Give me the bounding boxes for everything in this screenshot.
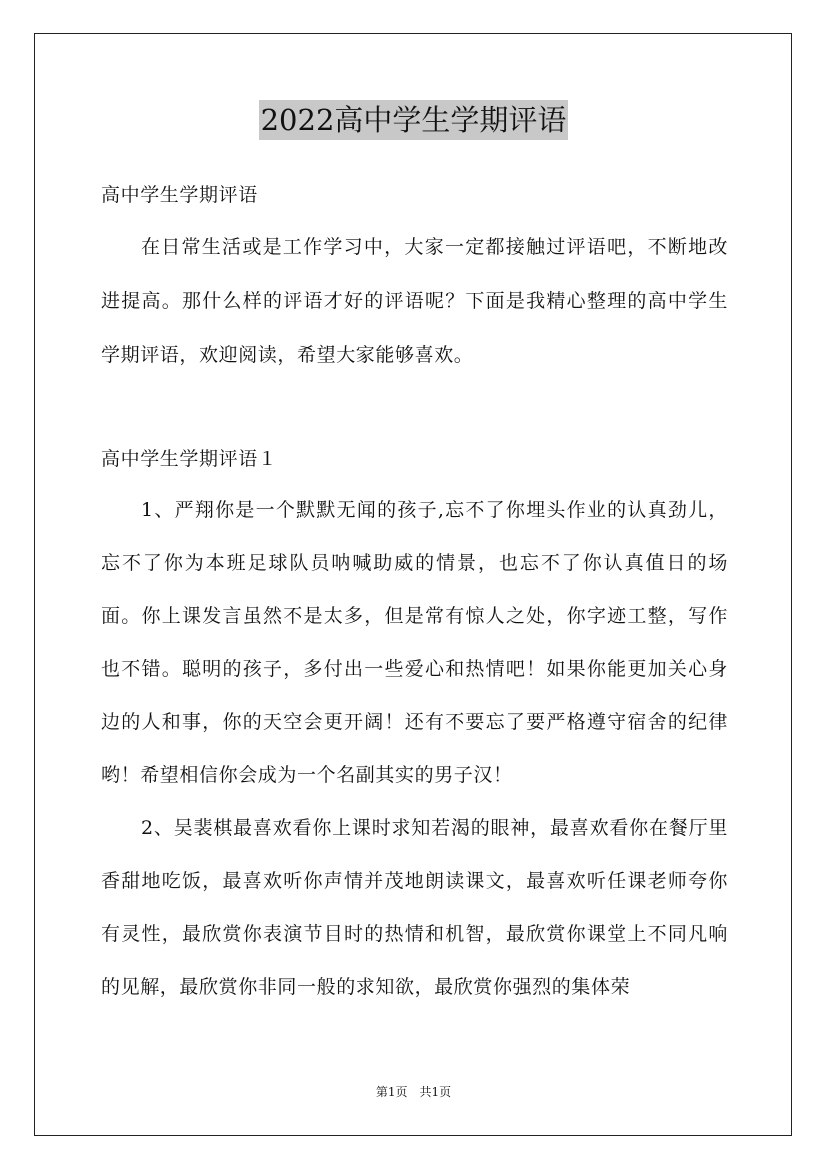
- document-body: [101, 170, 728, 1014]
- section-heading: 高中学生学期评语１: [101, 448, 278, 470]
- comment-item-1: 1、严翔你是一个默默无闻的孩子,忘不了你埋头作业的认真劲儿，忘不了你为本班足球队员呐喊助威的情景，也忘不了你认真值日的场面。你上课发言虽然不是太多，但是常有惊人之处，你字迹工整，写作也不错。聪明的孩子，多付出一些爱心和热情吧！如果你能更加关心身边的人和事，你的天空会更开阔！还有不要忘了要严格遵守宿舍的纪律哟！希望相信你会成为一个名副其实的男子汉！: [101, 499, 728, 786]
- intro-paragraph: 在日常生活或是工作学习中，大家一定都接触过评语吧，不断地改进提高。那什么样的评语才好的评语呢？下面是我精心整理的高中学生学期评语，欢迎阅读，希望大家能够喜欢。: [101, 236, 728, 366]
- title-wrap: [0, 100, 827, 140]
- comment-item-2: 2、吴裴棋最喜欢看你上课时求知若渴的眼神，最喜欢看你在餐厅里香甜地吃饭，最喜欢听你声情并茂地朗读课文，最喜欢听任课老师夸你有灵性，最欣赏你表演节目时的热情和机智，最欣赏你课堂上不同凡响的见解，最欣赏你非同一般的求知欲，最欣赏你强烈的集体荣: [101, 817, 728, 998]
- spacer: [101, 382, 728, 434]
- intro-heading: 高中学生学期评语: [101, 184, 258, 206]
- document-title: 2022高中学生学期评语: [259, 100, 569, 140]
- page-footer: 第1页 共1页: [375, 1085, 452, 1099]
